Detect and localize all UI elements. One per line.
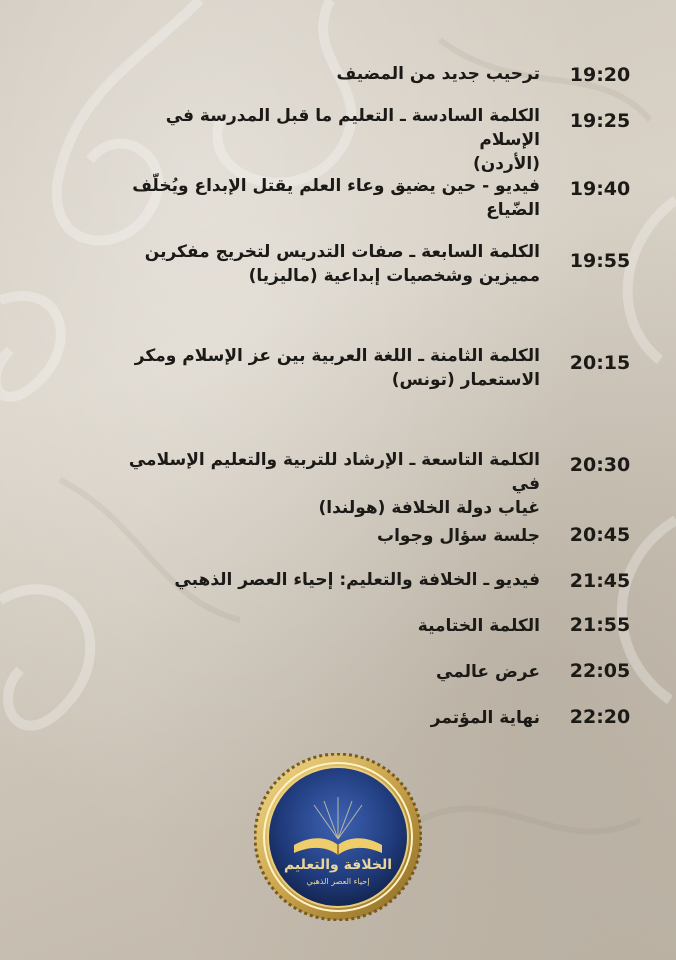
session-line-1: الكلمة السادسة ـ التعليم ما قبل المدرسة في الإسلام <box>165 106 540 150</box>
session-title <box>100 240 540 288</box>
session-title <box>100 448 540 520</box>
session-title <box>100 524 540 548</box>
session-title <box>100 174 540 222</box>
time-label: 20:45 <box>569 524 631 546</box>
session-line-1: الكلمة التاسعة ـ الإرشاد للتربية والتعليم الإسلامي في <box>128 450 540 494</box>
time-label: 19:20 <box>569 64 631 86</box>
session-line-1: الكلمة الثامنة ـ اللغة العربية بين عز الإسلام ومكر <box>134 346 540 366</box>
conference-seal <box>254 753 422 921</box>
session-title <box>100 706 540 730</box>
seal-title: الخلافة والتعليم <box>283 857 393 873</box>
session-title <box>100 104 540 176</box>
time-label: 21:45 <box>569 570 631 592</box>
session-line-1: ترحيب جديد من المضيف <box>336 64 540 84</box>
time-label: 22:20 <box>569 706 631 728</box>
session-title <box>100 614 540 638</box>
time-label: 21:55 <box>569 614 631 636</box>
session-line-1: نهاية المؤتمر <box>430 708 540 728</box>
seal-graphic <box>254 753 422 921</box>
time-label: 19:25 <box>569 110 631 132</box>
time-label: 19:55 <box>569 250 631 272</box>
session-line-1: عرض عالمي <box>436 662 540 682</box>
session-line-1: فيديو - حين يضيق وعاء العلم يقتل الإبداع ويُخلّف الضّياع <box>132 176 540 220</box>
session-title <box>100 62 540 86</box>
session-line-1: فيديو ـ الخلافة والتعليم: إحياء العصر الذهبي <box>174 570 540 590</box>
session-line-2: الاستعمار (تونس) <box>391 370 540 390</box>
session-line-2: مميزين وشخصيات إبداعية (ماليزيا) <box>248 266 540 286</box>
session-line-2: (الأردن) <box>472 154 540 174</box>
session-line-2: غياب دولة الخلافة (هولندا) <box>318 498 540 518</box>
seal-subtitle: إحياء العصر الذهبي <box>306 877 370 886</box>
session-line-1: الكلمة الختامية <box>417 616 540 636</box>
session-line-1: جلسة سؤال وجواب <box>377 526 540 546</box>
time-label: 19:40 <box>569 178 631 200</box>
session-title <box>100 568 540 592</box>
session-title <box>100 344 540 392</box>
session-line-1: الكلمة السابعة ـ صفات التدريس لتخريج مفكرين <box>144 242 540 262</box>
time-label: 22:05 <box>569 660 631 682</box>
time-label: 20:15 <box>569 352 631 374</box>
time-label: 20:30 <box>569 454 631 476</box>
session-title <box>100 660 540 684</box>
